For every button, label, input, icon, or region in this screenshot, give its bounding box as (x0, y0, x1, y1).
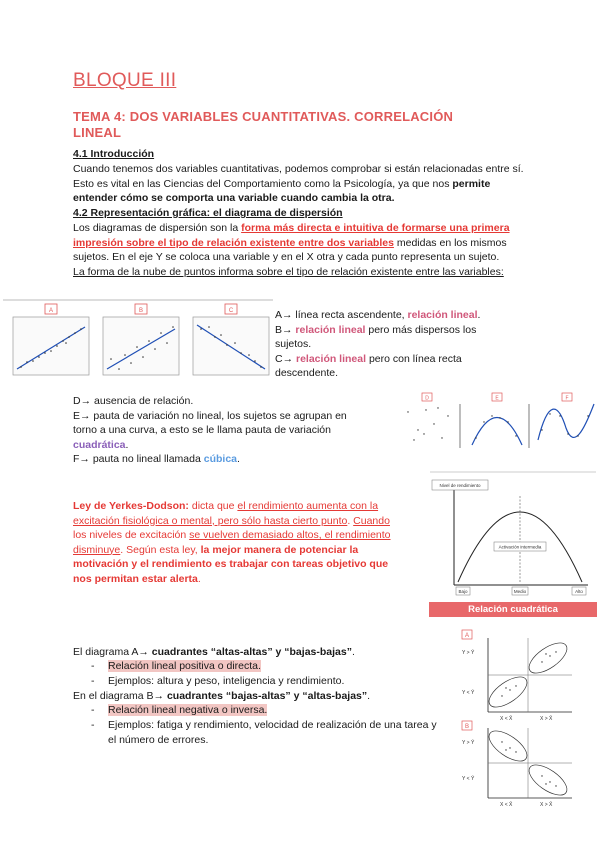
e-highlight: cuadrática (73, 438, 126, 451)
quad-tag-a: A (464, 633, 470, 639)
scatter-e-figure (472, 393, 529, 448)
quadrant-a-bullet-1 (108, 659, 261, 674)
yerkes-u2: Cuando (353, 514, 390, 527)
scatter-b-figure (103, 304, 179, 375)
quad-b-ylo: Y < Ȳ (462, 776, 475, 782)
quadrant-b-line (73, 689, 433, 704)
f-highlight: cúbica (203, 453, 238, 466)
section-4-2-paragraph (73, 221, 528, 279)
bloque-title: BLOQUE III (73, 70, 177, 91)
b-post: pero más dispersos los sujetos. (275, 323, 477, 351)
yerkes-t3: los niveles de excitación (73, 529, 190, 542)
f-post: . (237, 453, 240, 466)
quad-a-xhi: X > X̄ (540, 716, 553, 722)
a-text: A→ línea recta ascendente, (275, 309, 408, 321)
intro-text: Cuando tenemos dos variables cuantitativas, podemos comprobar si están relacionadas entre sí. Esto es vital en las Ciencias del Comportamiento como la Psicología, ya que nos (73, 163, 524, 190)
yerkes-dodson-figure (428, 470, 598, 600)
quad-a-b1: Relación lineal positiva o directa. (108, 660, 261, 672)
quad-a-ylo: Y < Ȳ (462, 690, 475, 696)
intro-bold: permite entender cómo se comporta una variable cuando cambia la otra. (73, 177, 491, 205)
fig-label-low: Bajo (458, 589, 468, 594)
bullet-dash: - (91, 660, 95, 672)
tag-b: B (138, 308, 144, 314)
section-4-1-paragraph (73, 162, 528, 206)
def-scatter-figures (396, 390, 598, 452)
fig-label-high: Alto (575, 589, 583, 594)
quad-a-pre: El diagrama A→ (73, 646, 152, 658)
quad-b-yhi: Y > Ȳ (462, 740, 475, 746)
quad-tag-b: B (464, 724, 470, 730)
yerkes-u1: el rendimiento aumenta con la excitación fisiológica o mental, pero sólo hasta cierto punto (73, 500, 379, 527)
a-post: . (477, 309, 481, 321)
scatter-a-figure (13, 304, 89, 375)
tag-f: F (565, 395, 569, 402)
tag-e: E (495, 395, 499, 402)
section-4-2-title: 4.2 Representación gráfica: el diagrama de dispersión (73, 207, 343, 219)
yerkes-t4: . Según esta ley, (120, 543, 201, 556)
d-text: D→ ausencia de relación. (73, 395, 194, 407)
scatter-text-b: medidas en los mismos sujetos. En el eje Y se coloca una variable y en el X otra y cada punto representa un sujeto. (73, 236, 507, 264)
quad-a-post: . (351, 646, 355, 658)
quadrant-a-line (73, 645, 433, 660)
quadrant-figures (460, 628, 580, 808)
fig-label-medium: Medio (513, 589, 527, 594)
bullet-dash: - (91, 675, 95, 687)
a-highlight: relación lineal (407, 309, 478, 321)
quad-b-post: . (367, 690, 371, 702)
yerkes-u3: se vuelven demasiado altos, el rendimiento disminuye (73, 529, 391, 556)
c-post: pero con línea recta descendente. (275, 352, 462, 380)
section-4-1-title: 4.1 Introducción (73, 148, 155, 160)
quadrant-b-bullet-1 (108, 703, 267, 718)
scatter-f-figure (538, 393, 594, 440)
tag-d: D (425, 395, 429, 402)
f-text: F→ pauta no lineal llamada (73, 453, 204, 466)
yerkes-label: Ley de Yerkes-Dodson: (73, 500, 189, 512)
quad-a-xlo: X < X̄ (500, 716, 513, 722)
quad-a-yhi: Y > Ȳ (462, 650, 475, 656)
fig-label-top: Nivel de rendimiento (439, 483, 481, 488)
b-text: B→ (275, 323, 296, 336)
def-description (73, 394, 373, 467)
quadrant-a-bullet-2: Ejemplos: altura y peso, inteligencia y rendimiento. (108, 675, 345, 687)
scatter-d-figure (407, 393, 460, 448)
quad-a-bold: cuadrantes “altas-altas” y “bajas-bajas” (151, 646, 352, 658)
e-text: E→ pauta de variación no lineal, los sujetos se agrupan en torno a una curva, a esto se le llama pauta de variación (73, 409, 347, 437)
scatter-key-phrase: forma más directa e intuitiva de formarse una primera impresión sobre el tipo de relación existente entre dos variables (73, 222, 510, 249)
tema-title: TEMA 4: DOS VARIABLES CUANTITATIVAS. CORRELACIÓN LINEAL (73, 109, 454, 140)
scatter-c-figure (193, 304, 269, 375)
scatter-text-a: Los diagramas de dispersión son la (73, 222, 242, 234)
quad-b-xhi: X > X̄ (540, 802, 553, 808)
fig-label-mid: Activación intermedia (498, 544, 542, 550)
abc-scatter-figures (3, 299, 273, 381)
bullet-dash: - (91, 719, 95, 731)
yerkes-t1: dicta que (188, 500, 238, 512)
quadratic-caption: Relación cuadrática (429, 602, 597, 617)
quadrant-b-figure (462, 721, 572, 808)
scatter-shape-intro: La forma de la nube de puntos informa sobre el tipo de relación existente entre las variables: (73, 265, 504, 278)
quadrant-a-figure (462, 630, 572, 722)
abc-description (275, 308, 505, 381)
e-post: . (125, 438, 129, 451)
yerkes-t5: . (197, 572, 201, 585)
tag-a: A (48, 308, 54, 314)
yerkes-bold: la mejor manera de potenciar la motivación y el rendimiento es trabajar con tareas objetivo que nos permitan estar alerta (73, 543, 389, 585)
c-highlight: relación lineal (296, 352, 367, 365)
quadrant-b-bullet-2: Ejemplos: fatiga y rendimiento, velocidad de realización de una tarea y el número de errores. (108, 719, 437, 746)
quad-b-b1: Relación lineal negativa o inversa. (108, 704, 268, 716)
bullet-dash: - (91, 704, 95, 716)
c-text: C→ (275, 352, 296, 365)
quad-b-xlo: X < X̄ (500, 802, 513, 808)
quad-b-bold: cuadrantes “bajas-altas” y “altas-bajas” (166, 690, 368, 702)
yerkes-t2: . (347, 514, 354, 527)
quad-b-pre: En el diagrama B→ (73, 690, 167, 702)
b-highlight: relación lineal (295, 323, 366, 336)
yerkes-dodson-paragraph (73, 499, 403, 587)
tag-c: C (228, 308, 234, 314)
